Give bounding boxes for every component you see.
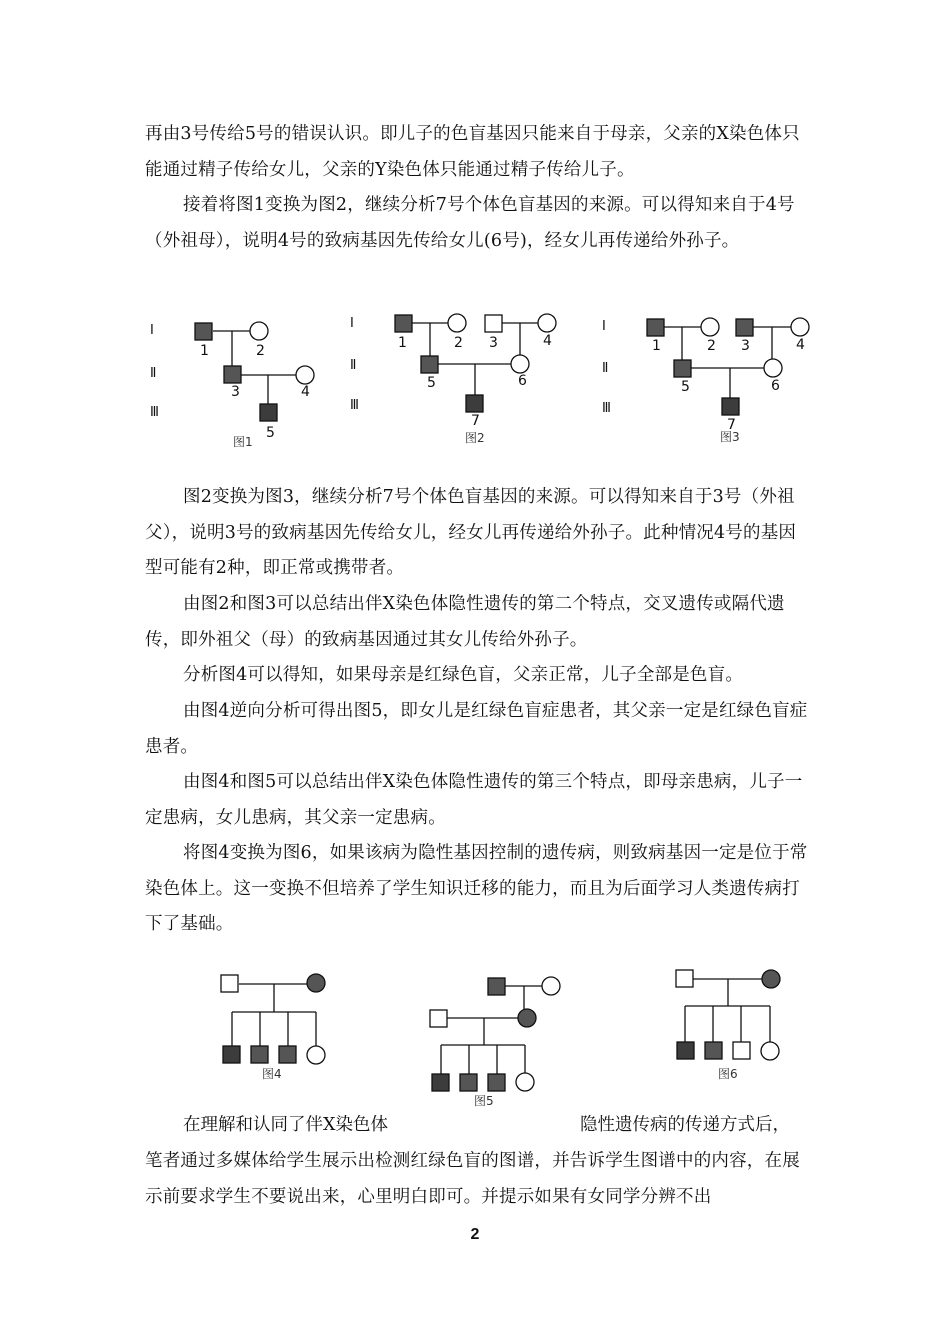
individual-3-affected-male: [224, 366, 241, 383]
paragraph-7: 由图4和图5可以总结出伴X染色体隐性遗传的第三个特点，即母亲患病，儿子一定患病，女儿患病，其父亲一定患病。: [145, 772, 803, 828]
individual-1-affected-male: [647, 319, 664, 336]
label-4: 4: [301, 384, 310, 400]
paragraph-2: 接着将图1变换为图2，继续分析7号个体色盲基因的来源。可以得知来自于4号（外祖母），说明4号的致病基因先传给女儿(6号)，经女儿再传递给外孙子。: [145, 195, 795, 251]
figure-3: [595, 308, 825, 453]
pedigree-figure-3: [595, 308, 825, 453]
son-affected-male: [677, 1042, 694, 1059]
individual-5-affected-male: [421, 356, 438, 373]
label-3: 3: [489, 335, 498, 351]
father-normal-male: [676, 970, 693, 987]
label-3: 3: [231, 384, 240, 400]
pedigree-figure-5: [420, 970, 570, 1110]
label-4: 4: [796, 337, 805, 353]
individual-4-female: [538, 314, 556, 332]
son-affected-male: [279, 1046, 296, 1063]
individual-3-male: [485, 315, 502, 332]
label-7: 7: [471, 413, 480, 429]
individual-2-female: [701, 318, 719, 336]
son-affected-male: [705, 1042, 722, 1059]
label-1: 1: [652, 338, 661, 354]
label-1: 1: [398, 335, 407, 351]
page-number: 2: [470, 1226, 480, 1243]
son-affected-male: [488, 1074, 505, 1091]
individual-2-female: [250, 322, 268, 340]
individual-1-affected-male: [395, 315, 412, 332]
label-4: 4: [543, 333, 552, 349]
figure-1: [140, 310, 340, 455]
individual-4-female: [791, 318, 809, 336]
grandfather-affected-male: [488, 978, 505, 995]
figure-4: [210, 965, 340, 1090]
father-normal-male: [430, 1010, 447, 1027]
generation-label-1: Ⅰ: [150, 323, 154, 338]
figure-5: [420, 970, 570, 1110]
son-normal-male: [733, 1042, 750, 1059]
mother-affected-female: [762, 970, 780, 988]
label-3: 3: [741, 338, 750, 354]
individual-4-female: [296, 366, 314, 384]
label-2: 2: [256, 343, 265, 359]
generation-label-2: Ⅱ: [150, 366, 157, 381]
mother-affected-female: [518, 1009, 536, 1027]
individual-3-affected-male: [736, 319, 753, 336]
son-affected-male: [460, 1074, 477, 1091]
label-5: 5: [427, 375, 436, 391]
father-normal-male: [221, 975, 238, 992]
label-6: 6: [518, 373, 527, 389]
figure-3-caption: 图3: [720, 430, 740, 444]
last-paragraph-start: 在理解和认同了伴X染色体: [183, 1115, 388, 1135]
generation-label-1: Ⅰ: [350, 316, 354, 331]
figure-6: [665, 960, 795, 1085]
son-affected-male: [432, 1074, 449, 1091]
label-5: 5: [681, 379, 690, 395]
generation-label-3: Ⅲ: [350, 398, 359, 413]
individual-2-female: [448, 314, 466, 332]
individual-1-affected-male: [195, 323, 212, 340]
generation-label-2: Ⅱ: [350, 358, 357, 373]
son-affected-male: [251, 1046, 268, 1063]
generation-label-2: Ⅱ: [602, 361, 609, 376]
paragraph-9: 笔者通过多媒体给学生展示出检测红绿色盲的图谱，并告诉学生图谱中的内容，在展示前要求学生不要说出来，心里明白即可。并提示如果有女同学分辨不出: [145, 1151, 800, 1207]
individual-7-affected-male: [722, 398, 739, 415]
figure-6-caption: 图6: [718, 1067, 738, 1081]
paragraph-3: 图2变换为图3，继续分析7号个体色盲基因的来源。可以得知来自于3号（外祖父），说明3号的致病基因先传给女儿，经女儿再传递给外孙子。此种情况4号的基因型可能有2种，即正常或携带者。: [145, 487, 797, 578]
figure-2: [340, 305, 570, 450]
individual-7-affected-male: [466, 395, 483, 412]
paragraph-4: 由图2和图3可以总结出伴X染色体隐性遗传的第二个特点，交叉遗传或隔代遗传，即外祖父（母）的致病基因通过其女儿传给外孙子。: [145, 594, 785, 650]
paragraph-6: 由图4逆向分析可得出图5，即女儿是红绿色盲症患者，其父亲一定是红绿色盲症患者。: [145, 701, 808, 757]
generation-label-3: Ⅲ: [602, 401, 611, 416]
pedigree-figure-6: [665, 960, 795, 1085]
paragraph-1: 再由3号传给5号的错误认识。即儿子的色盲基因只能来自于母亲，父亲的X染色体只能通过精子传给女儿，父亲的Y染色体只能通过精子传给儿子。: [145, 124, 800, 180]
pedigree-figure-4: [210, 965, 340, 1090]
paragraph-5: 分析图4可以得知，如果母亲是红绿色盲，父亲正常，儿子全部是色盲。: [183, 665, 744, 685]
figure-5-caption: 图5: [474, 1094, 494, 1108]
daughter-female: [761, 1042, 779, 1060]
label-2: 2: [454, 335, 463, 351]
last-paragraph-continued: 隐性遗传病的传递方式后，: [580, 1115, 790, 1135]
label-6: 6: [771, 378, 780, 394]
figure-1-caption: 图1: [233, 435, 253, 449]
individual-5-affected-male: [674, 360, 691, 377]
individual-5-affected-male: [260, 404, 277, 421]
grandmother-female: [542, 977, 560, 995]
individual-6-female: [511, 355, 529, 373]
label-1: 1: [200, 343, 209, 359]
daughter-female: [307, 1046, 325, 1064]
label-7: 7: [727, 417, 736, 433]
figure-2-caption: 图2: [465, 431, 485, 445]
generation-label-1: Ⅰ: [602, 319, 606, 334]
paragraph-8: 将图4变换为图6，如果该病为隐性基因控制的遗传病，则致病基因一定是位于常染色体上。这一变换不但培养了学生知识迁移的能力，而且为后面学习人类遗传病打下了基础。: [145, 843, 808, 934]
figure-4-caption: 图4: [262, 1067, 282, 1081]
son-affected-male: [223, 1046, 240, 1063]
generation-label-3: Ⅲ: [150, 405, 159, 420]
mother-affected-female: [307, 974, 325, 992]
label-5: 5: [266, 425, 275, 441]
label-2: 2: [707, 338, 716, 354]
daughter-female: [516, 1073, 534, 1091]
pedigree-figure-1: [140, 310, 340, 455]
individual-6-female: [764, 359, 782, 377]
pedigree-figure-2: [340, 305, 570, 450]
